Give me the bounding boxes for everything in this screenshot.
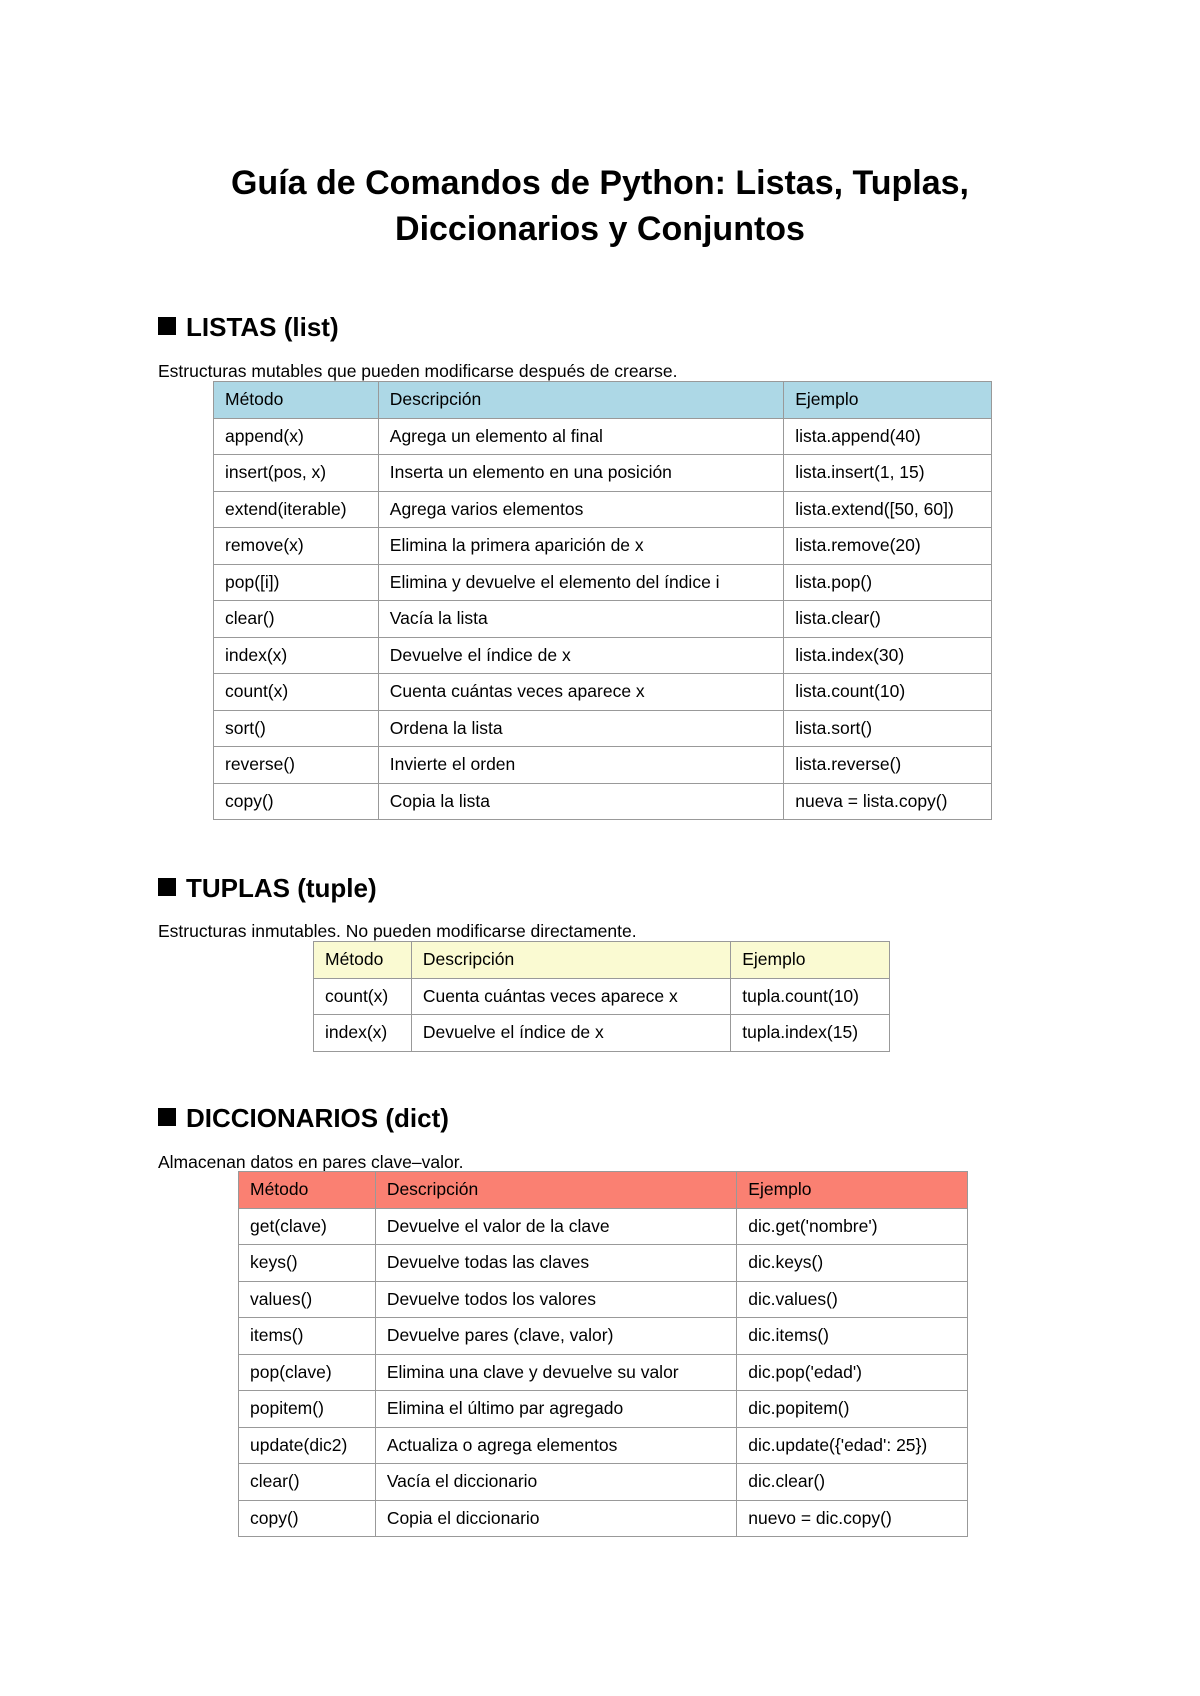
description-cell: Copia la lista: [378, 783, 783, 820]
method-cell: reverse(): [214, 747, 379, 784]
tuplas-description: Estructuras inmutables. No pueden modificarse directamente.: [158, 921, 637, 941]
example-cell: nueva = lista.copy(): [784, 783, 992, 820]
method-cell: remove(x): [214, 528, 379, 565]
square-bullet-icon: [158, 878, 176, 896]
example-cell: lista.reverse(): [784, 747, 992, 784]
method-cell: pop([i]): [214, 564, 379, 601]
column-header: Ejemplo: [731, 942, 890, 979]
method-cell: count(x): [214, 674, 379, 711]
description-cell: Elimina una clave y devuelve su valor: [375, 1354, 736, 1391]
table-header-row: [214, 382, 992, 419]
table-row: [214, 601, 992, 638]
table-row: [214, 455, 992, 492]
listas-heading-text: LISTAS (list): [186, 312, 339, 342]
column-header: Ejemplo: [737, 1172, 968, 1209]
description-cell: Devuelve el índice de x: [378, 637, 783, 674]
table-row: [239, 1391, 968, 1428]
tuplas-heading-text: TUPLAS (tuple): [186, 873, 377, 903]
method-cell: clear(): [214, 601, 379, 638]
table-row: [214, 491, 992, 528]
method-cell: keys(): [239, 1245, 376, 1282]
method-cell: count(x): [314, 978, 412, 1015]
listas-description: Estructuras mutables que pueden modificarse después de crearse.: [158, 361, 678, 381]
method-cell: get(clave): [239, 1208, 376, 1245]
method-cell: copy(): [239, 1500, 376, 1537]
document-title: [0, 160, 1200, 252]
description-cell: Invierte el orden: [378, 747, 783, 784]
diccionarios-table: [238, 1171, 968, 1537]
description-cell: Vacía el diccionario: [375, 1464, 736, 1501]
method-cell: items(): [239, 1318, 376, 1355]
method-cell: popitem(): [239, 1391, 376, 1428]
column-header: Método: [214, 382, 379, 419]
description-cell: Elimina el último par agregado: [375, 1391, 736, 1428]
tuplas-table: [313, 941, 890, 1052]
example-cell: nuevo = dic.copy(): [737, 1500, 968, 1537]
method-cell: copy(): [214, 783, 379, 820]
method-cell: append(x): [214, 418, 379, 455]
table-row: [239, 1208, 968, 1245]
example-cell: lista.insert(1, 15): [784, 455, 992, 492]
table-row: [314, 1015, 890, 1052]
description-cell: Cuenta cuántas veces aparece x: [411, 978, 730, 1015]
column-header: Método: [314, 942, 412, 979]
description-cell: Elimina y devuelve el elemento del índice i: [378, 564, 783, 601]
listas-heading: [158, 312, 339, 342]
square-bullet-icon: [158, 1108, 176, 1126]
example-cell: dic.items(): [737, 1318, 968, 1355]
description-cell: Elimina la primera aparición de x: [378, 528, 783, 565]
example-cell: lista.remove(20): [784, 528, 992, 565]
method-cell: pop(clave): [239, 1354, 376, 1391]
table-row: [239, 1245, 968, 1282]
table-row: [239, 1354, 968, 1391]
method-cell: insert(pos, x): [214, 455, 379, 492]
description-cell: Devuelve todas las claves: [375, 1245, 736, 1282]
table-row: [239, 1500, 968, 1537]
diccionarios-description: Almacenan datos en pares clave–valor.: [158, 1152, 464, 1172]
description-cell: Devuelve pares (clave, valor): [375, 1318, 736, 1355]
table-row: [239, 1318, 968, 1355]
method-cell: index(x): [214, 637, 379, 674]
description-cell: Agrega un elemento al final: [378, 418, 783, 455]
example-cell: dic.clear(): [737, 1464, 968, 1501]
example-cell: tupla.count(10): [731, 978, 890, 1015]
example-cell: lista.pop(): [784, 564, 992, 601]
table-row: [214, 674, 992, 711]
column-header: Método: [239, 1172, 376, 1209]
column-header: Descripción: [411, 942, 730, 979]
description-cell: Copia el diccionario: [375, 1500, 736, 1537]
example-cell: dic.keys(): [737, 1245, 968, 1282]
description-cell: Inserta un elemento en una posición: [378, 455, 783, 492]
description-cell: Vacía la lista: [378, 601, 783, 638]
column-header: Descripción: [378, 382, 783, 419]
column-header: Ejemplo: [784, 382, 992, 419]
description-cell: Devuelve todos los valores: [375, 1281, 736, 1318]
listas-table: [213, 381, 992, 820]
diccionarios-heading: [158, 1103, 449, 1133]
table-row: [214, 637, 992, 674]
tuplas-heading: [158, 873, 377, 903]
table-row: [214, 783, 992, 820]
example-cell: tupla.index(15): [731, 1015, 890, 1052]
method-cell: clear(): [239, 1464, 376, 1501]
description-cell: Devuelve el valor de la clave: [375, 1208, 736, 1245]
square-bullet-icon: [158, 317, 176, 335]
table-row: [214, 710, 992, 747]
table-row: [239, 1427, 968, 1464]
method-cell: extend(iterable): [214, 491, 379, 528]
diccionarios-heading-text: DICCIONARIOS (dict): [186, 1103, 449, 1133]
table-row: [239, 1281, 968, 1318]
description-cell: Actualiza o agrega elementos: [375, 1427, 736, 1464]
table-row: [214, 564, 992, 601]
example-cell: dic.values(): [737, 1281, 968, 1318]
example-cell: dic.pop('edad'): [737, 1354, 968, 1391]
example-cell: lista.index(30): [784, 637, 992, 674]
method-cell: index(x): [314, 1015, 412, 1052]
description-cell: Cuenta cuántas veces aparece x: [378, 674, 783, 711]
document-title-line-1: Guía de Comandos de Python: Listas, Tuplas,: [230, 164, 970, 202]
table-row: [214, 528, 992, 565]
example-cell: dic.get('nombre'): [737, 1208, 968, 1245]
table-header-row: [314, 942, 890, 979]
example-cell: lista.count(10): [784, 674, 992, 711]
column-header: Descripción: [375, 1172, 736, 1209]
example-cell: dic.update({'edad': 25}): [737, 1427, 968, 1464]
table-row: [314, 978, 890, 1015]
document-title-line-2: Diccionarios y Conjuntos: [395, 210, 805, 248]
example-cell: lista.append(40): [784, 418, 992, 455]
example-cell: lista.sort(): [784, 710, 992, 747]
description-cell: Agrega varios elementos: [378, 491, 783, 528]
description-cell: Devuelve el índice de x: [411, 1015, 730, 1052]
table-header-row: [239, 1172, 968, 1209]
example-cell: lista.clear(): [784, 601, 992, 638]
example-cell: lista.extend([50, 60]): [784, 491, 992, 528]
method-cell: sort(): [214, 710, 379, 747]
table-row: [214, 747, 992, 784]
table-row: [239, 1464, 968, 1501]
method-cell: update(dic2): [239, 1427, 376, 1464]
example-cell: dic.popitem(): [737, 1391, 968, 1428]
table-row: [214, 418, 992, 455]
method-cell: values(): [239, 1281, 376, 1318]
description-cell: Ordena la lista: [378, 710, 783, 747]
